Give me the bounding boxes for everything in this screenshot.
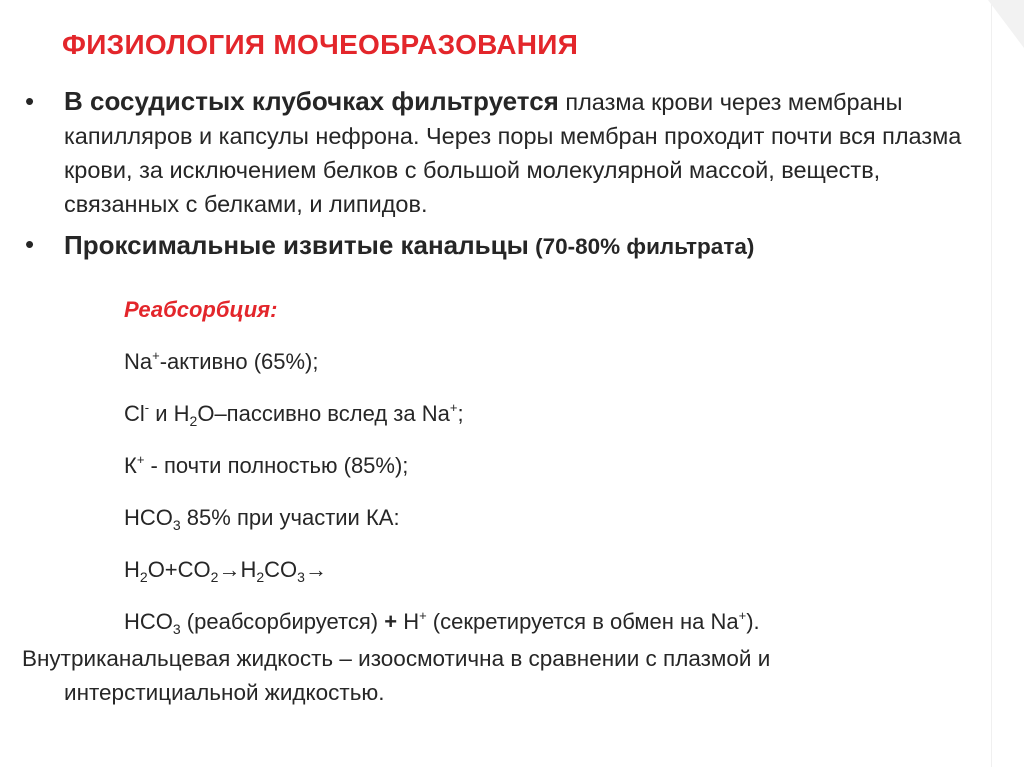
line-potassium bbox=[124, 444, 760, 496]
rx-c-sub: 2 bbox=[256, 569, 265, 585]
hco3b-sup: + bbox=[419, 608, 427, 623]
bullet-proximal-tubules bbox=[22, 227, 992, 265]
rx-d-sub: 3 bbox=[297, 569, 305, 585]
cl-end: ; bbox=[457, 401, 464, 426]
cl-sup: - bbox=[144, 400, 150, 415]
corner-decoration-bar bbox=[991, 0, 1024, 767]
hco3-sub: 3 bbox=[172, 517, 181, 533]
reabsorption-heading bbox=[124, 288, 760, 340]
hco3b-mid: (реабсорбируется) bbox=[180, 609, 385, 634]
cl-rest: O–пассивно вслед за Na bbox=[197, 401, 450, 426]
rx-a: H bbox=[124, 557, 140, 582]
footer-paragraph bbox=[22, 642, 982, 710]
cl-sup2: + bbox=[449, 400, 458, 415]
hco3b-plus: + bbox=[384, 609, 398, 634]
hco3b-sub: 3 bbox=[172, 621, 181, 637]
bullet2-paren: (70-80% фильтрата) bbox=[528, 234, 755, 259]
bullet-glomerular-filtration bbox=[22, 84, 992, 221]
hco3-base: HCO bbox=[124, 505, 173, 530]
bullet-icon: • bbox=[25, 229, 35, 259]
bullet2-bold: Проксимальные извитые канальцы bbox=[64, 230, 529, 260]
k-base: К bbox=[124, 453, 137, 478]
rx-a-sub: 2 bbox=[139, 569, 148, 585]
line-sodium bbox=[124, 340, 760, 392]
cl-sub: 2 bbox=[189, 413, 198, 429]
hco3b-sup2: + bbox=[738, 608, 747, 623]
na-rest: -активно (65%); bbox=[159, 349, 319, 374]
k-sup: + bbox=[136, 452, 145, 467]
bullet1-text: плазма крови через мембраны капилляров и капсулы нефрона. Через поры мембран проходит почти вся плазма крови, за исключением белков с большой молекулярной массой, веществ, связанных с белками, и липидов. bbox=[64, 89, 962, 217]
footer-line-2: интерстициальной жидкостью. bbox=[64, 680, 385, 705]
hco3b-rest: (секретируется в обмен на Na bbox=[426, 609, 739, 634]
bullet-icon: • bbox=[25, 86, 35, 116]
rx-b: O+CO bbox=[147, 557, 211, 582]
k-rest: - почти полностью (85%); bbox=[144, 453, 409, 478]
rx-b-sub: 2 bbox=[210, 569, 219, 585]
reabsorption-list bbox=[124, 288, 760, 652]
arrow-right-icon: → bbox=[304, 557, 327, 582]
cl-mid: и H bbox=[149, 401, 190, 426]
reabsorption-label: Реабсорбция: bbox=[124, 297, 278, 322]
na-sup: + bbox=[152, 348, 160, 363]
footer-line-1: Внутриканальцевая жидкость – изоосмотична в сравнении с плазмой и bbox=[22, 646, 771, 671]
hco3b-end: ). bbox=[746, 609, 760, 634]
rx-d: CO bbox=[264, 557, 298, 582]
slide-title: ФИЗИОЛОГИЯ МОЧЕОБРАЗОВАНИЯ bbox=[62, 29, 579, 60]
hco3b-base: HCO bbox=[124, 609, 173, 634]
line-bicarbonate bbox=[124, 496, 760, 548]
line-reaction bbox=[124, 548, 760, 600]
hco3b-h: H bbox=[397, 609, 420, 634]
line-chloride-water bbox=[124, 392, 760, 444]
na-base: Na bbox=[124, 349, 153, 374]
corner-fold-decoration bbox=[988, 0, 1024, 48]
hco3-rest: 85% при участии КА: bbox=[180, 505, 400, 530]
arrow-right-icon: → bbox=[218, 557, 241, 582]
rx-c: H bbox=[240, 557, 257, 582]
bullet1-bold: В сосудистых клубочках фильтруется bbox=[64, 86, 559, 116]
cl-base: Cl bbox=[124, 401, 145, 426]
bullet-list bbox=[22, 84, 992, 265]
